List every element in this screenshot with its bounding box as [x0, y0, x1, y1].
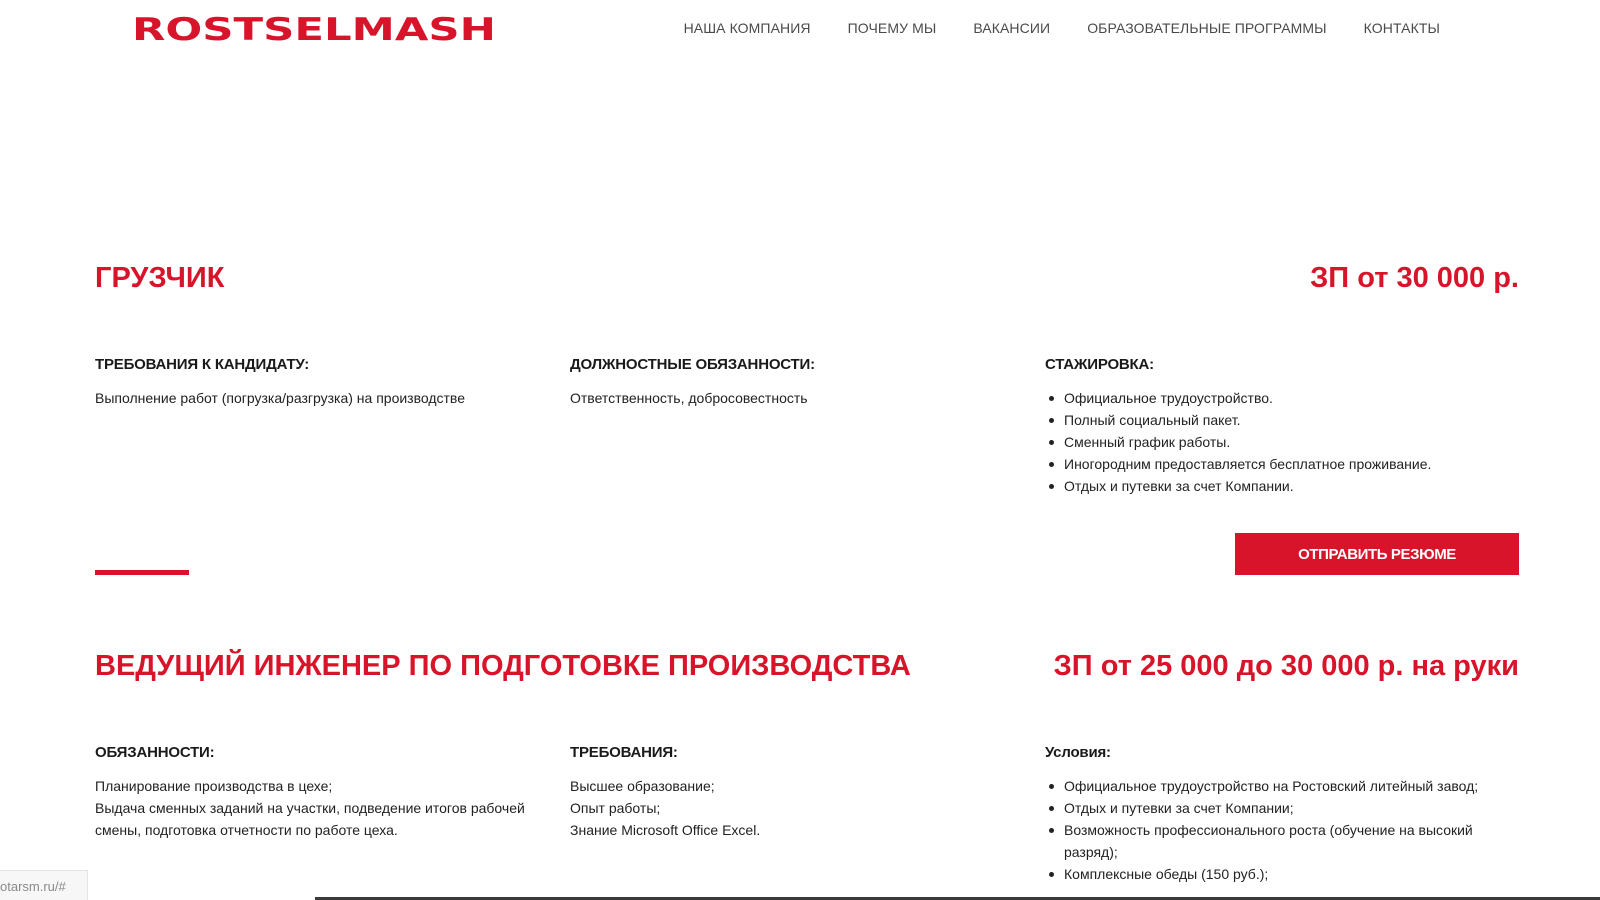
list-item: Комплексные обеды (150 руб.); — [1045, 863, 1519, 885]
list-item: Отдых и путевки за счет Компании. — [1045, 475, 1519, 497]
nav-item-why-us[interactable]: ПОЧЕМУ МЫ — [847, 20, 937, 36]
requirements-column — [95, 356, 535, 409]
column-heading: Условия: — [1045, 744, 1111, 761]
logo-wordmark — [132, 14, 502, 44]
nav-item-vacancies[interactable]: ВАКАНСИИ — [973, 20, 1051, 36]
logo-text: ROSTSELMASH — [132, 14, 496, 44]
job-salary: ЗП от 30 000 р. — [1310, 262, 1519, 294]
job-card-engineer — [95, 650, 1519, 900]
column-heading: СТАЖИРОВКА: — [1045, 356, 1154, 373]
send-resume-button[interactable]: ОТПРАВИТЬ РЕЗЮМЕ — [1235, 533, 1519, 575]
job-salary: ЗП от 25 000 до 30 000 р. на руки — [1053, 650, 1519, 682]
column-text: Ответственность, добросовестность — [570, 390, 808, 406]
list-item: Отдых и путевки за счет Компании; — [1045, 797, 1519, 819]
column-heading: ТРЕБОВАНИЯ: — [570, 744, 678, 761]
column-heading: ОБЯЗАННОСТИ: — [95, 744, 215, 761]
list-item: Сменный график работы. — [1045, 431, 1519, 453]
section-divider — [95, 570, 189, 575]
duties-column — [570, 356, 1010, 409]
job-title: ГРУЗЧИК — [95, 262, 225, 294]
column-text: Опыт работы; — [570, 800, 661, 816]
site-header — [0, 0, 1600, 60]
main-nav — [684, 20, 1440, 36]
benefits-list — [1045, 387, 1519, 497]
nav-item-contacts[interactable]: КОНТАКТЫ — [1363, 20, 1440, 36]
list-item: Иногородним предоставляется бесплатное проживание. — [1045, 453, 1519, 475]
conditions-list — [1045, 775, 1519, 885]
rostselmash-logo[interactable] — [132, 14, 502, 44]
conditions-column — [1045, 744, 1519, 885]
column-text: Выполнение работ (погрузка/разгрузка) на производстве — [95, 390, 466, 406]
nav-item-company[interactable]: НАША КОМПАНИЯ — [683, 20, 811, 36]
column-text: Планирование производства в цехе; — [95, 778, 333, 794]
list-item: Возможность профессионального роста (обучение на высокий разряд); — [1045, 819, 1519, 863]
status-url: otarsm.ru/# — [0, 870, 88, 900]
list-item: Полный социальный пакет. — [1045, 409, 1519, 431]
job-title: ВЕДУЩИЙ ИНЖЕНЕР ПО ПОДГОТОВКЕ ПРОИЗВОДСТВА — [95, 650, 911, 682]
column-heading: ТРЕБОВАНИЯ К КАНДИДАТУ: — [95, 356, 309, 373]
internship-column — [1045, 356, 1519, 497]
requirements-column — [570, 744, 1010, 841]
duties-column — [95, 744, 535, 841]
column-heading: ДОЛЖНОСТНЫЕ ОБЯЗАННОСТИ: — [570, 356, 815, 373]
column-text: Выдача сменных заданий на участки, подведение итогов рабочей смены, подготовка отчетности по работе цеха. — [95, 800, 525, 838]
list-item: Официальное трудоустройство. — [1045, 387, 1519, 409]
column-text: Знание Microsoft Office Excel. — [570, 822, 761, 838]
column-text: Высшее образование; — [570, 778, 715, 794]
nav-item-education[interactable]: ОБРАЗОВАТЕЛЬНЫЕ ПРОГРАММЫ — [1087, 20, 1327, 36]
job-card-loader — [95, 262, 1519, 592]
list-item: Официальное трудоустройство на Ростовский литейный завод; — [1045, 775, 1519, 797]
